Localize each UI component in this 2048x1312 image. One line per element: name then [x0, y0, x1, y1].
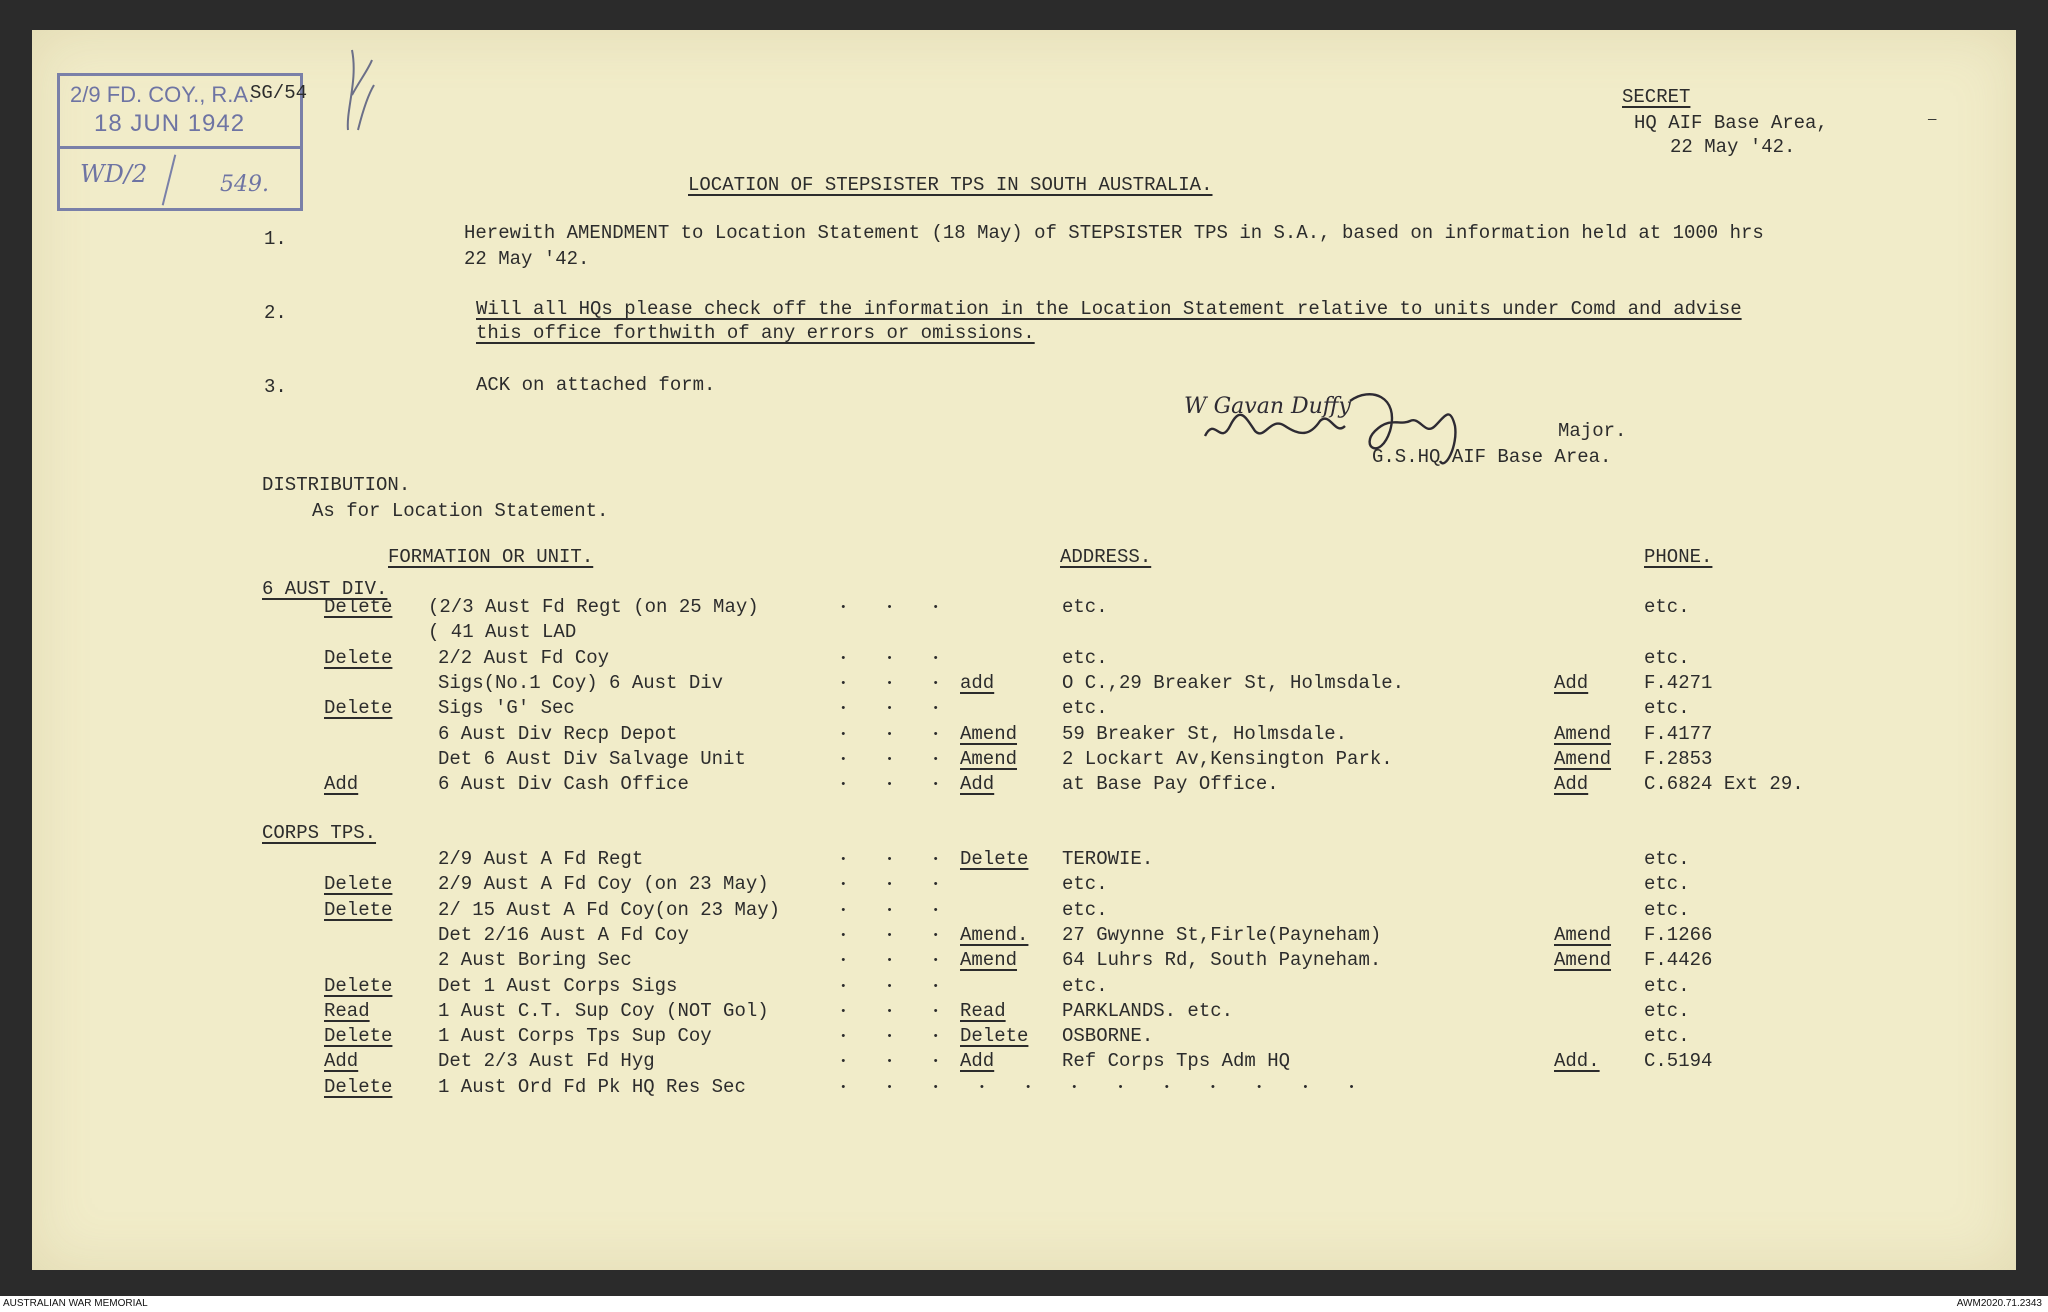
- stamp-ref: WD/2: [80, 160, 148, 188]
- stamp-unit: 2/9 FD. COY., R.A.: [70, 82, 255, 107]
- signature-name: W Gavan Duffy: [1184, 394, 1351, 419]
- row-unit: ( 41 Aust LAD: [428, 621, 577, 643]
- leader-dots: • • •: [840, 653, 940, 665]
- row-unit: 2/2 Aust Fd Coy: [438, 647, 610, 669]
- leader-dots: • • •: [840, 1006, 940, 1018]
- row-amend-mark: Add: [960, 1050, 995, 1072]
- row-unit: Det 2/3 Aust Fd Hyg: [438, 1050, 655, 1072]
- row-address: 64 Luhrs Rd, South Payneham.: [1062, 949, 1382, 971]
- distribution-text: As for Location Statement.: [312, 500, 609, 522]
- leader-dots: • • • • • • • • • • • •: [840, 1082, 1355, 1094]
- paragraph-2-line-2: this office forthwith of any errors or omissions.: [476, 322, 1035, 344]
- row-address: 27 Gwynne St,Firle(Payneham): [1062, 924, 1382, 946]
- row-phone: F.1266: [1644, 924, 1713, 946]
- row-address: 2 Lockart Av,Kensington Park.: [1062, 748, 1393, 770]
- row-address: at Base Pay Office.: [1062, 773, 1279, 795]
- row-unit: Det 2/16 Aust A Fd Coy: [438, 924, 689, 946]
- footer-archive: AUSTRALIAN WAR MEMORIAL: [3, 1298, 148, 1309]
- row-phone: C.6824 Ext 29.: [1644, 773, 1804, 795]
- column-header-phone: PHONE.: [1644, 546, 1713, 568]
- row-address: 59 Breaker St, Holmsdale.: [1062, 723, 1348, 745]
- row-phone: C.5194: [1644, 1050, 1713, 1072]
- row-amend-mark-right: Add.: [1554, 1050, 1600, 1072]
- row-amend-mark-right: Amend: [1554, 949, 1612, 971]
- row-action: Delete: [324, 873, 393, 895]
- row-action: Add: [324, 1050, 359, 1072]
- column-header-address: ADDRESS.: [1060, 546, 1152, 568]
- leader-dots: • • •: [840, 754, 940, 766]
- row-action: Delete: [324, 1076, 393, 1098]
- row-unit: 6 Aust Div Cash Office: [438, 773, 689, 795]
- origin-line: HQ AIF Base Area,: [1634, 112, 1828, 134]
- row-unit: 1 Aust Corps Tps Sup Coy: [438, 1025, 712, 1047]
- paragraph-number: 3.: [264, 376, 287, 398]
- column-header-unit: FORMATION OR UNIT.: [388, 546, 594, 568]
- row-action: Delete: [324, 647, 393, 669]
- row-amend-mark: Amend.: [960, 924, 1029, 946]
- row-amend-mark: Read: [960, 1000, 1006, 1022]
- document-title: LOCATION OF STEPSISTER TPS IN SOUTH AUSTRALIA.: [688, 174, 1213, 196]
- row-address: Ref Corps Tps Adm HQ: [1062, 1050, 1291, 1072]
- row-address: etc.: [1062, 873, 1108, 895]
- row-amend-mark-right: Amend: [1554, 723, 1612, 745]
- row-amend-mark-right: Add: [1554, 773, 1589, 795]
- paragraph-3-line-1: ACK on attached form.: [476, 374, 716, 396]
- leader-dots: • • •: [840, 729, 940, 741]
- leader-dots: • • •: [840, 678, 940, 690]
- row-amend-mark-right: Amend: [1554, 924, 1612, 946]
- paragraph-number: 2.: [264, 302, 287, 324]
- leader-dots: • • •: [840, 955, 940, 967]
- leader-dots: • • •: [840, 602, 940, 614]
- row-amend-mark: Amend: [960, 748, 1018, 770]
- row-phone: etc.: [1644, 873, 1690, 895]
- row-address: TEROWIE.: [1062, 848, 1154, 870]
- margin-mark: —: [1928, 112, 1937, 128]
- signatory-rank: Major.: [1558, 420, 1627, 442]
- row-phone: etc.: [1644, 848, 1690, 870]
- row-address: etc.: [1062, 596, 1108, 618]
- row-address: etc.: [1062, 647, 1108, 669]
- row-unit: 2/ 15 Aust A Fd Coy(on 23 May): [438, 899, 781, 921]
- footer-bar: [0, 1296, 2048, 1312]
- row-unit: 2/9 Aust A Fd Coy (on 23 May): [438, 873, 769, 895]
- distribution-heading: DISTRIBUTION.: [262, 474, 411, 496]
- row-phone: etc.: [1644, 1000, 1690, 1022]
- secret-marking: SECRET: [1622, 86, 1691, 108]
- row-address: etc.: [1062, 899, 1108, 921]
- row-action: Delete: [324, 697, 393, 719]
- row-action: Delete: [324, 1025, 393, 1047]
- row-address: O C.,29 Breaker St, Holmsdale.: [1062, 672, 1405, 694]
- leader-dots: • • •: [840, 1031, 940, 1043]
- row-phone: F.4177: [1644, 723, 1713, 745]
- row-amend-mark-right: Add: [1554, 672, 1589, 694]
- row-unit: Det 1 Aust Corps Sigs: [438, 975, 678, 997]
- row-unit: (2/3 Aust Fd Regt (on 25 May): [428, 596, 759, 618]
- row-phone: etc.: [1644, 899, 1690, 921]
- paragraph-2-line-1: Will all HQs please check off the information in the Location Statement relative to units under Comd and advise: [476, 298, 1742, 320]
- row-amend-mark: Amend: [960, 723, 1018, 745]
- row-unit: 1 Aust C.T. Sup Coy (NOT Gol): [438, 1000, 769, 1022]
- row-address: PARKLANDS. etc.: [1062, 1000, 1234, 1022]
- row-amend-mark: add: [960, 672, 995, 694]
- leader-dots: • • •: [840, 1056, 940, 1068]
- row-phone: F.2853: [1644, 748, 1713, 770]
- paragraph-number: 1.: [264, 228, 287, 250]
- row-amend-mark-right: Amend: [1554, 748, 1612, 770]
- row-phone: etc.: [1644, 647, 1690, 669]
- row-amend-mark: Add: [960, 773, 995, 795]
- row-unit: 2/9 Aust A Fd Regt: [438, 848, 644, 870]
- row-action: Read: [324, 1000, 370, 1022]
- footer-accession: AWM2020.71.2343: [1956, 1298, 2042, 1309]
- row-unit: Sigs 'G' Sec: [438, 697, 575, 719]
- row-unit: Sigs(No.1 Coy) 6 Aust Div: [438, 672, 724, 694]
- file-reference: SG/54: [250, 82, 308, 104]
- row-unit: 1 Aust Ord Fd Pk HQ Res Sec: [438, 1076, 746, 1098]
- row-phone: etc.: [1644, 697, 1690, 719]
- row-amend-mark: Delete: [960, 1025, 1029, 1047]
- leader-dots: • • •: [840, 981, 940, 993]
- row-phone: etc.: [1644, 596, 1690, 618]
- row-action: Add: [324, 773, 359, 795]
- row-address: etc.: [1062, 697, 1108, 719]
- paragraph-1-line-2: 22 May '42.: [464, 248, 590, 270]
- leader-dots: • • •: [840, 930, 940, 942]
- section-heading: 6 AUST DIV.: [262, 578, 388, 600]
- leader-dots: • • •: [840, 854, 940, 866]
- leader-dots: • • •: [840, 703, 940, 715]
- row-phone: etc.: [1644, 975, 1690, 997]
- row-unit: 6 Aust Div Recp Depot: [438, 723, 678, 745]
- leader-dots: • • •: [840, 879, 940, 891]
- signatory-appointment: G.S.HQ AIF Base Area.: [1372, 446, 1612, 468]
- row-action: Delete: [324, 975, 393, 997]
- row-phone: F.4426: [1644, 949, 1713, 971]
- pencil-initials-icon: [338, 40, 378, 140]
- row-action: Delete: [324, 899, 393, 921]
- leader-dots: • • •: [840, 779, 940, 791]
- stamp-ref-number: 549.: [220, 172, 269, 197]
- row-address: etc.: [1062, 975, 1108, 997]
- paragraph-1-line-1: Herewith AMENDMENT to Location Statement (18 May) of STEPSISTER TPS in S.A., based on information held at 1000 hrs: [464, 222, 1764, 244]
- stamp-date: 18 JUN 1942: [94, 110, 246, 137]
- row-unit: Det 6 Aust Div Salvage Unit: [438, 748, 746, 770]
- row-amend-mark: Delete: [960, 848, 1029, 870]
- row-phone: F.4271: [1644, 672, 1713, 694]
- row-action: Delete: [324, 596, 393, 618]
- section-heading: CORPS TPS.: [262, 822, 377, 844]
- row-phone: etc.: [1644, 1025, 1690, 1047]
- leader-dots: • • •: [840, 905, 940, 917]
- row-unit: 2 Aust Boring Sec: [438, 949, 632, 971]
- row-address: OSBORNE.: [1062, 1025, 1154, 1047]
- letter-date: 22 May '42.: [1670, 136, 1796, 158]
- row-amend-mark: Amend: [960, 949, 1018, 971]
